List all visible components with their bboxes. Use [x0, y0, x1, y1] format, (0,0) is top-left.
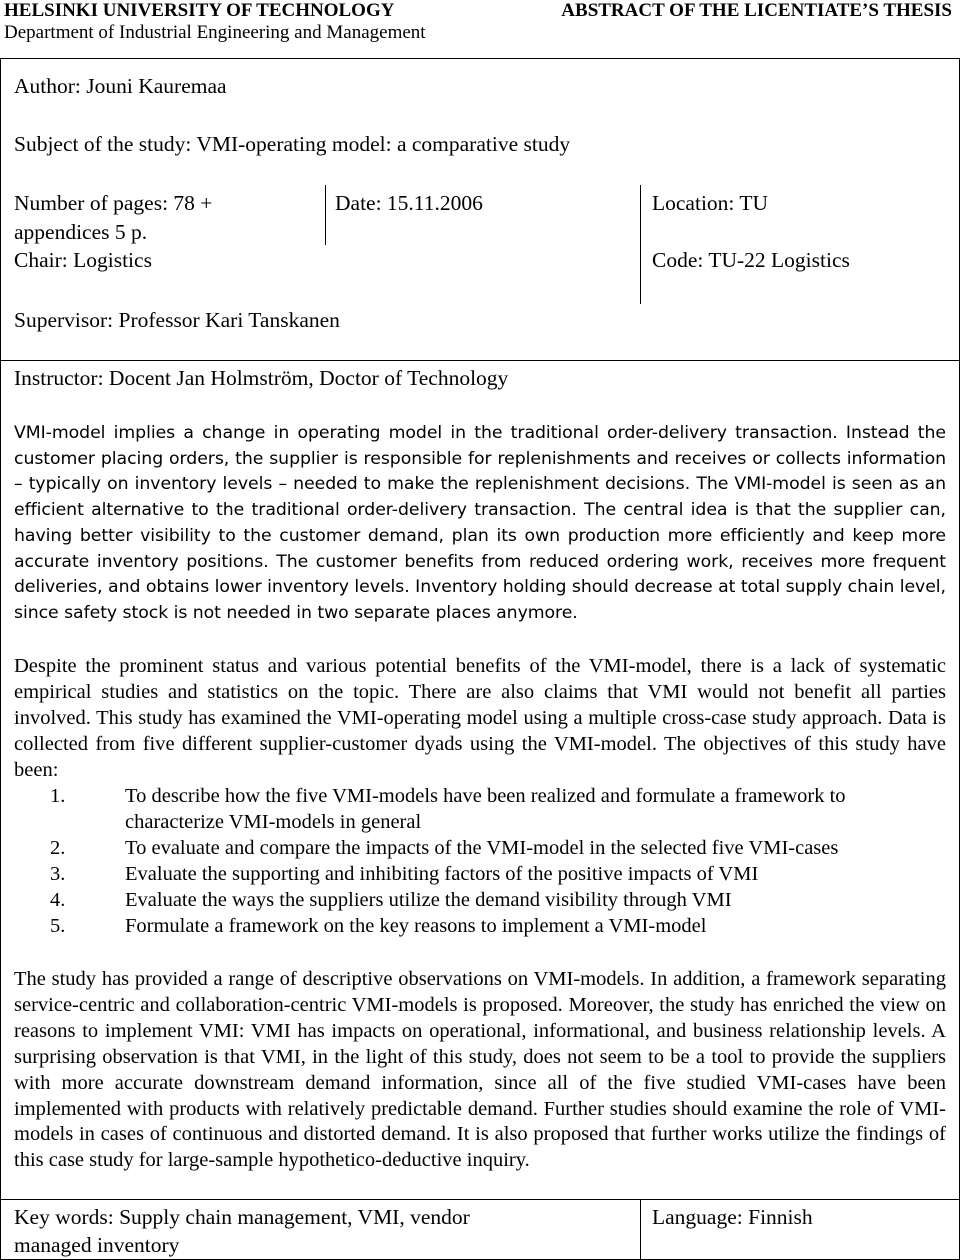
row-divider [0, 1199, 960, 1200]
document-type: ABSTRACT OF THE LICENTIATE’S THESIS [561, 0, 952, 21]
row-divider [0, 360, 960, 361]
abstract-paragraph-1: VMI-model implies a change in operating model in the traditional order-delivery transaction. Instead the customer placing orders, the supplier is responsible for replenishments and receives or collects information – typically on inventory levels – needed to make the replenishment decisions. The VMI-model is seen as an efficient alternative to the traditional order-delivery transaction. The central idea is that the supplier can, having better visibility to the customer demand, plan its own production more efficiently and keep more accurate inventory positions. The customer benefits from reduced ordering work, receives more frequent deliveries, and obtains lower inventory levels. Inventory holding should decrease at total supply chain level, since safety stock is not needed in two separate places anymore. [14, 423, 946, 623]
abstract-paragraph-3: The study has provided a range of descriptive observations on VMI-models. In addition, a framework separating service-centric and collaboration-centric VMI-models is proposed. Moreover, the study has enriched the view on reasons to implement VMI: VMI has impacts on operational, informational, and business relationship levels. A surprising observation is that VMI, in the light of this study, does not seem to be a tool to provide the suppliers with more accurate downstream demand information, since all of the five studied VMI-cases have been implemented with products with relatively predictable demand. Further studies should examine the role of VMI-models in cases of continuous and distorted demand. It is also proposed that further works utilize the findings of this case study for large-sample hypothetico-deductive inquiry. [14, 968, 946, 1172]
list-item-number: 2. [50, 836, 66, 859]
column-divider [325, 185, 326, 245]
pages-line-2: appendices 5 p. [14, 220, 148, 244]
subject-field: Subject of the study: VMI-operating model: a comparative study [14, 132, 571, 156]
objectives-list [14, 784, 946, 939]
header-left [4, 0, 426, 44]
code-field: Code: TU-22 Logistics [652, 248, 850, 272]
instructor-field: Instructor: Docent Jan Holmström, Doctor of Technology [14, 366, 509, 390]
location-field: Location: TU [652, 191, 769, 215]
list-item [14, 784, 946, 836]
keywords-field [14, 1203, 470, 1259]
author-field: Author: Jouni Kauremaa [14, 74, 227, 98]
abstract-paragraph-2: Despite the prominent status and various potential benefits of the VMI-model, there is a lack of systematic empirical studies and statistics on the topic. There are also claims that VMI would not benefit all parties involved. This study has examined the VMI-operating model using a multiple cross-case study approach. Data is collected from five different supplier-customer dyads using the VMI-model. The objectives of this study have been: [14, 655, 946, 781]
list-item-number: 5. [50, 914, 66, 937]
university-name: HELSINKI UNIVERSITY OF TECHNOLOGY [4, 0, 395, 21]
pages-line-1: Number of pages: 78 + [14, 191, 213, 215]
list-item-text: To evaluate and compare the impacts of the VMI-model in the selected five VMI-cases [125, 836, 839, 859]
keywords-line-1: Key words: Supply chain management, VMI, vendor [14, 1205, 470, 1229]
list-item-number: 1. [50, 785, 66, 807]
supervisor-field: Supervisor: Professor Kari Tanskanen [14, 308, 340, 332]
list-item [14, 914, 946, 940]
list-item-text: Formulate a framework on the key reasons to implement a VMI-model [125, 914, 707, 937]
list-item-number: 3. [50, 862, 66, 885]
list-item-text: Evaluate the supporting and inhibiting factors of the positive impacts of VMI [125, 862, 759, 885]
language-field: Language: Finnish [652, 1205, 813, 1229]
list-item [14, 888, 946, 914]
list-item-text: To describe how the five VMI-models have been realized and formulate a framework to characterize VMI-models in general [125, 785, 846, 833]
chair-field: Chair: Logistics [14, 248, 152, 272]
list-item [14, 836, 946, 862]
column-divider [640, 1199, 641, 1260]
list-item-number: 4. [50, 888, 66, 911]
list-item [14, 862, 946, 888]
date-field: Date: 15.11.2006 [335, 191, 483, 215]
list-item-text: Evaluate the ways the suppliers utilize the demand visibility through VMI [125, 888, 732, 911]
pages-field [14, 189, 212, 247]
column-divider [640, 185, 641, 304]
keywords-line-2: managed inventory [14, 1233, 180, 1257]
department-name: Department of Industrial Engineering and Management [4, 22, 426, 43]
